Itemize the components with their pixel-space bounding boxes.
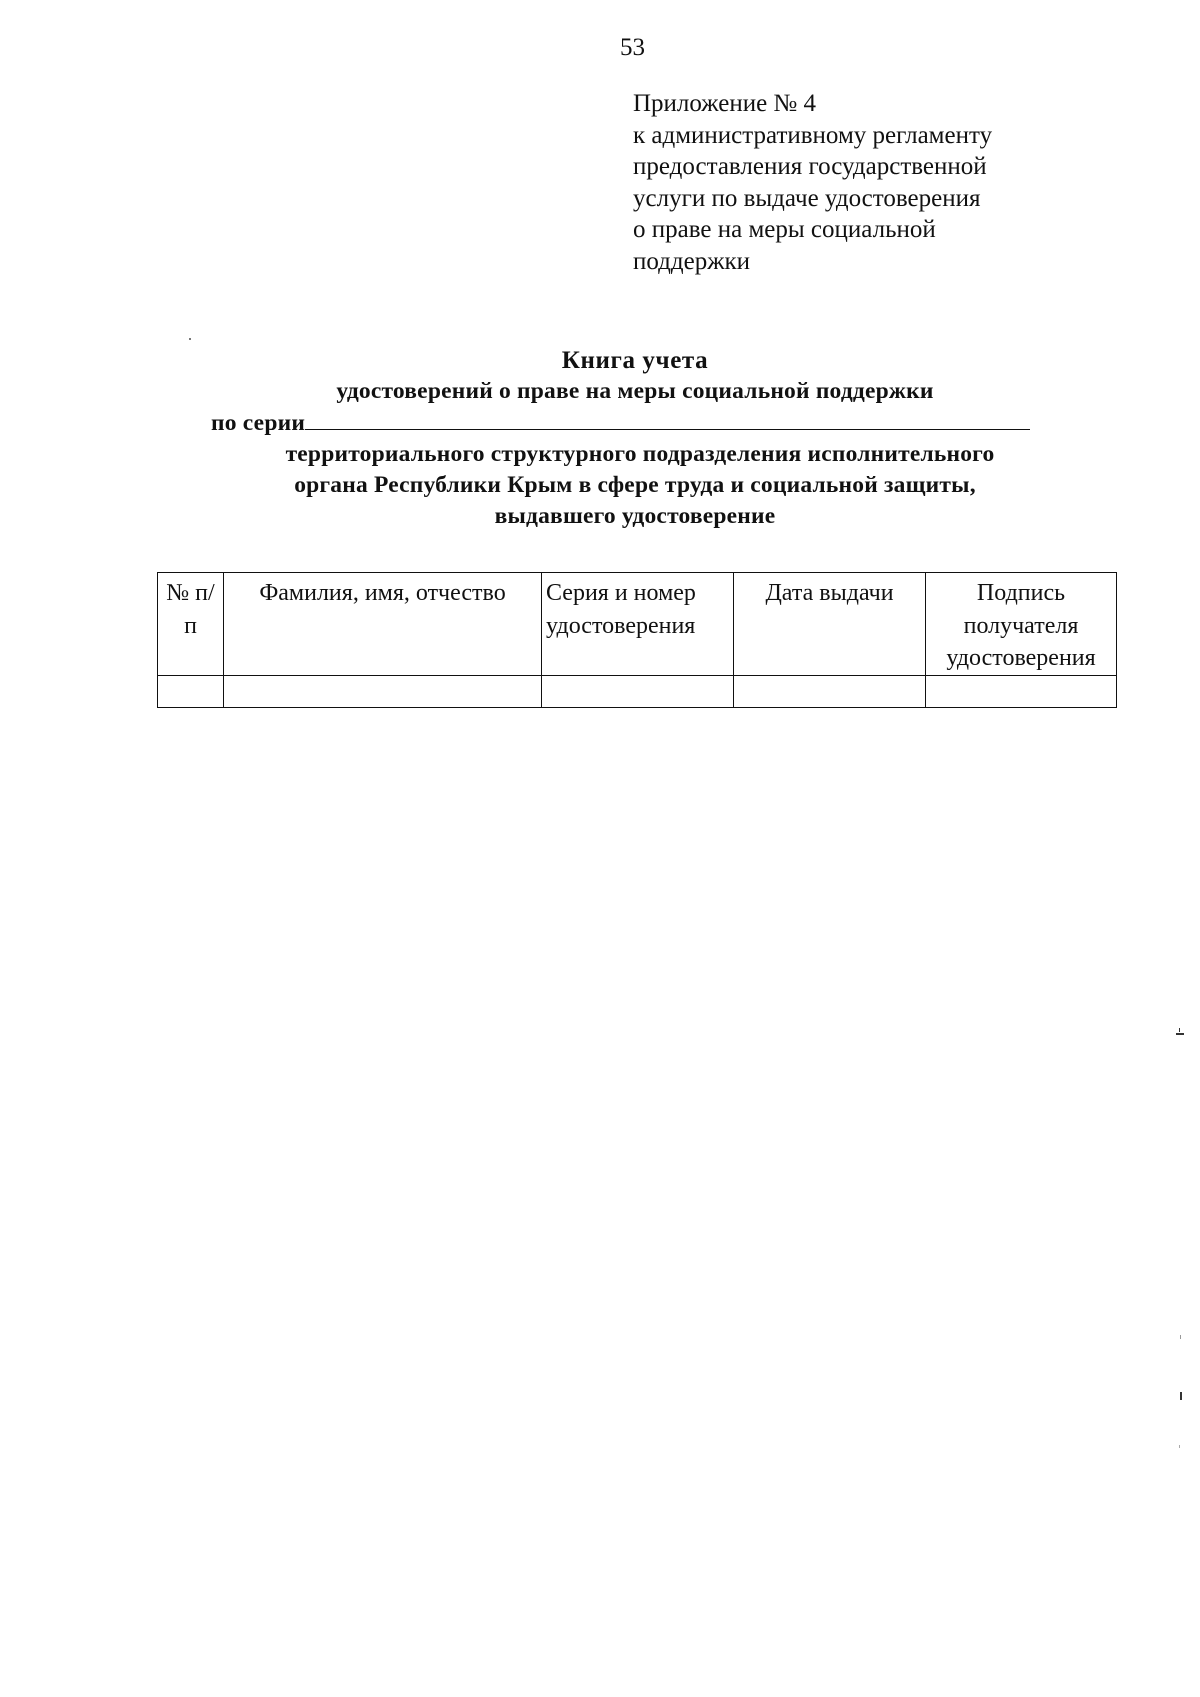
- appendix-block: [633, 88, 1093, 277]
- column-header-number: № п/п: [158, 573, 224, 676]
- table-cell: [542, 675, 734, 707]
- scan-artifact: [1179, 1028, 1180, 1032]
- document-subtitle: удостоверений о праве на меры социальной поддержки: [336, 378, 934, 404]
- table-cell: [224, 675, 542, 707]
- appendix-line: предоставления государственной: [633, 153, 987, 180]
- document-title: Книга учета: [561, 347, 709, 374]
- table-cell: [734, 675, 926, 707]
- column-header-signature: Подпись получателя удостоверения: [926, 573, 1117, 676]
- table-header-row: [158, 573, 1117, 676]
- document-heading: [150, 345, 1120, 532]
- appendix-line: о праве на меры социальной: [633, 216, 936, 243]
- appendix-line: поддержки: [633, 247, 750, 275]
- series-fill-blank: [305, 407, 1030, 430]
- scan-artifact: [1179, 1445, 1180, 1448]
- table-row: [158, 675, 1117, 707]
- column-header-series-number: Серия и номер удостоверения: [542, 573, 734, 676]
- scan-artifact: [1180, 1335, 1181, 1339]
- appendix-line: Приложение № 4: [633, 90, 817, 117]
- scan-artifact: [189, 338, 191, 340]
- scan-artifact: [1176, 1033, 1184, 1035]
- column-header-full-name: Фамилия, имя, отчество: [224, 573, 542, 676]
- series-label: по серии: [211, 410, 306, 436]
- column-header-issue-date: Дата выдачи: [734, 573, 926, 676]
- appendix-line: услуги по выдаче удостоверения: [633, 184, 981, 212]
- table-cell: [158, 675, 224, 707]
- scan-artifact: [1180, 1392, 1182, 1400]
- table-cell: [926, 675, 1117, 707]
- organization-line: органа Республики Крым в сфере труда и социальной защиты,: [294, 472, 976, 498]
- ledger-table: [157, 572, 1117, 708]
- organization-line: территориального структурного подразделения исполнительного: [285, 441, 995, 467]
- organization-line: выдавшего удостоверение: [494, 503, 776, 529]
- page-number: 53: [620, 34, 645, 61]
- appendix-line: к административному регламенту: [633, 121, 993, 149]
- series-line: [150, 407, 1120, 439]
